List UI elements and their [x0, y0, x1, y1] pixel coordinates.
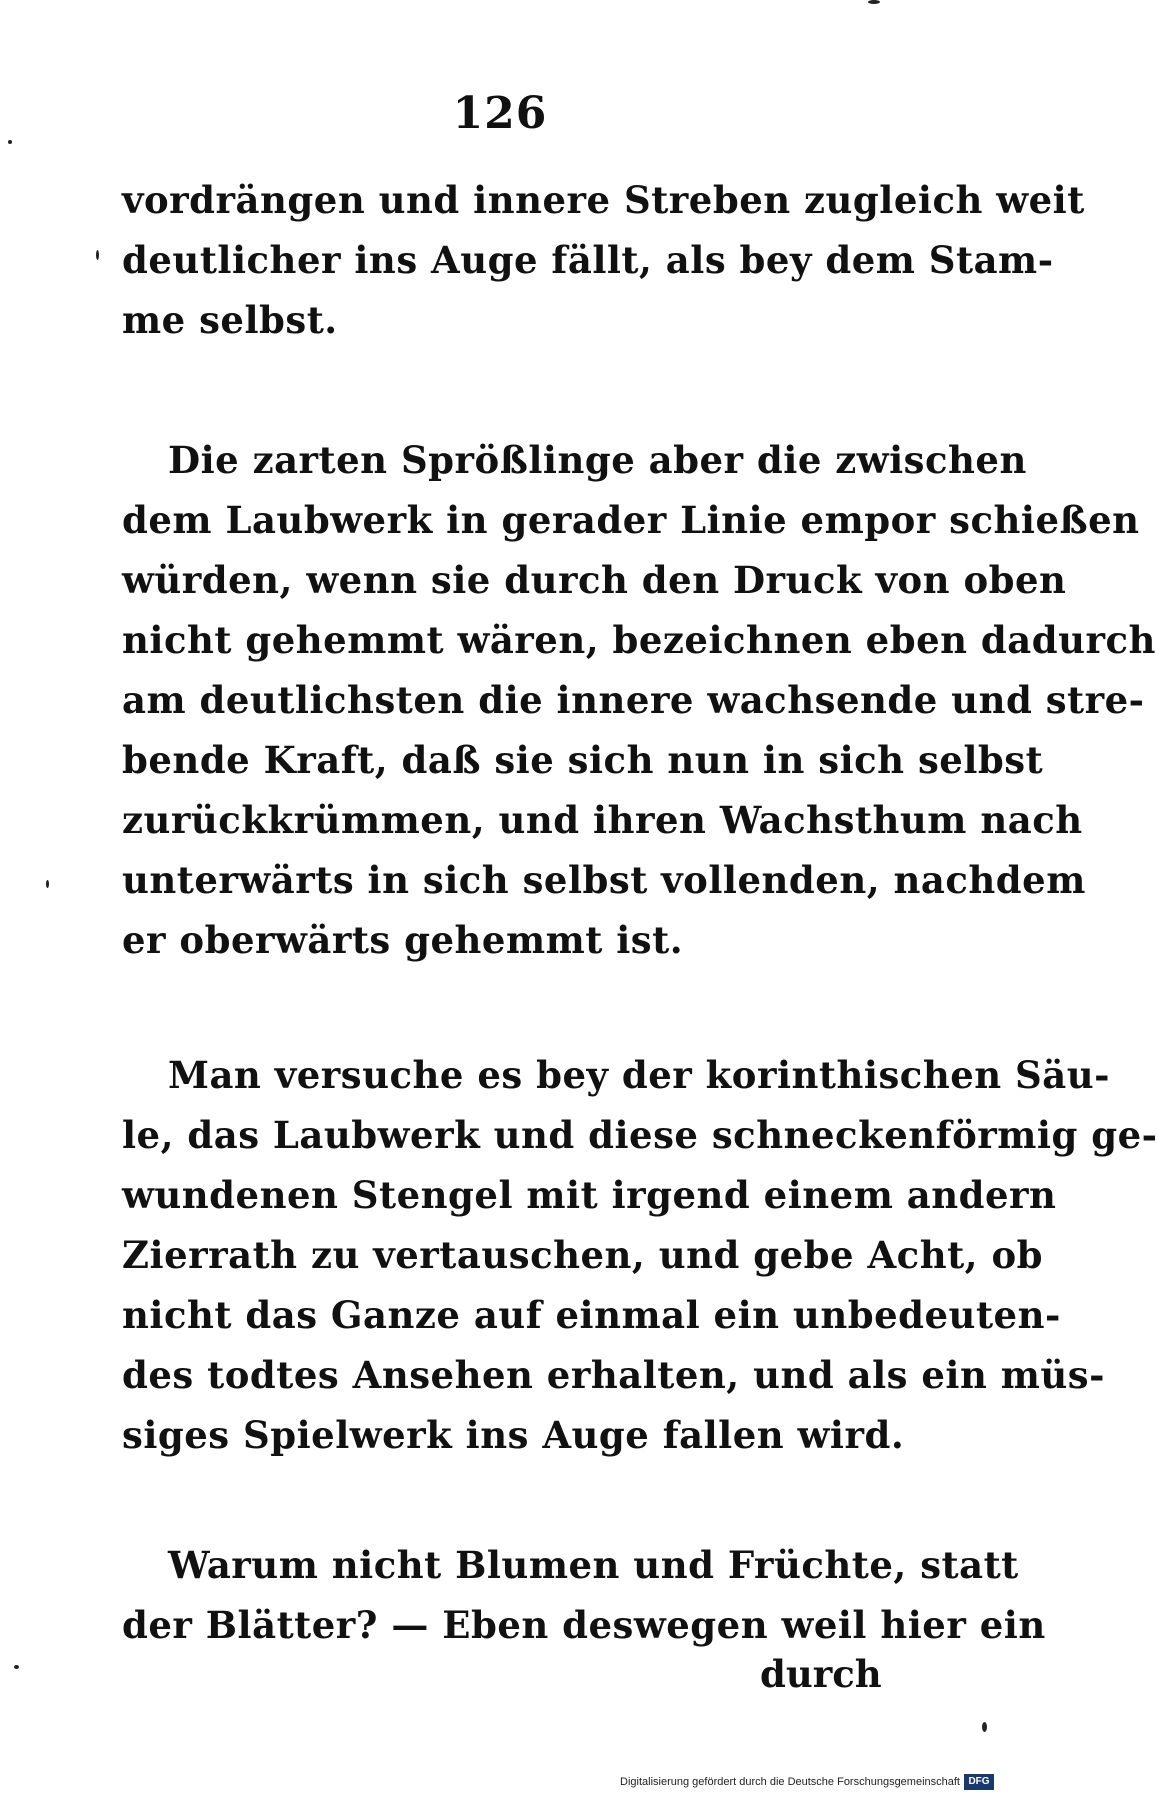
- text-line: nicht das Ganze auf einmal ein unbedeuten-: [122, 1293, 1061, 1337]
- text-line: Man versuche es bey der korinthischen Säu-: [168, 1053, 1111, 1097]
- text-line: er oberwärts gehemmt ist.: [122, 918, 684, 962]
- text-line: siges Spielwerk ins Auge fallen wird.: [122, 1413, 905, 1457]
- text-line: Die zarten Sprößlinge aber die zwischen: [168, 438, 1027, 482]
- text-line: bende Kraft, daß sie sich nun in sich selbst: [122, 738, 1044, 782]
- text-line: le, das Laubwerk und diese schneckenförmig ge-: [122, 1113, 1157, 1157]
- dfg-logo: DFG: [964, 1774, 994, 1790]
- text-line: würden, wenn sie durch den Druck von oben: [122, 558, 1067, 602]
- paragraph-2: [122, 430, 1156, 970]
- scan-speck: [8, 140, 12, 144]
- scan-speck: [96, 250, 99, 260]
- page-number: 126: [452, 88, 548, 139]
- scan-speck: [14, 1665, 19, 1669]
- text-line: am deutlichsten die innere wachsende und stre-: [122, 678, 1145, 722]
- text-line: des todtes Ansehen erhalten, und als ein müs-: [122, 1353, 1105, 1397]
- paragraph-3: [122, 1045, 1157, 1465]
- paragraph-1: [122, 170, 1085, 350]
- text-line: Zierrath zu vertauschen, und gebe Acht, ob: [122, 1233, 1043, 1277]
- scan-speck: [982, 1722, 987, 1732]
- scan-speck: [46, 880, 49, 888]
- text-line: deutlicher ins Auge fällt, als bey dem Stam-: [122, 238, 1054, 282]
- text-line: zurückkrümmen, und ihren Wachsthum nach: [122, 798, 1083, 842]
- digitization-credit: Digitalisierung gefördert durch die Deutsche Forschungsgemeinschaft: [620, 1776, 960, 1788]
- text-line: wundenen Stengel mit irgend einem andern: [122, 1173, 1057, 1217]
- text-line: nicht gehemmt wären, bezeichnen eben dadurch: [122, 618, 1156, 662]
- text-line: unterwärts in sich selbst vollenden, nachdem: [122, 858, 1086, 902]
- text-line: me selbst.: [122, 298, 338, 342]
- text-line: der Blätter? — Eben deswegen weil hier ein: [122, 1603, 1046, 1647]
- catchword: durch: [760, 1652, 882, 1696]
- scan-speck: [868, 0, 880, 4]
- paragraph-4: [122, 1535, 1046, 1655]
- text-line: dem Laubwerk in gerader Linie empor schießen: [122, 498, 1140, 542]
- text-line: Warum nicht Blumen und Früchte, statt: [168, 1543, 1019, 1587]
- text-line: vordrängen und innere Streben zugleich weit: [122, 178, 1085, 222]
